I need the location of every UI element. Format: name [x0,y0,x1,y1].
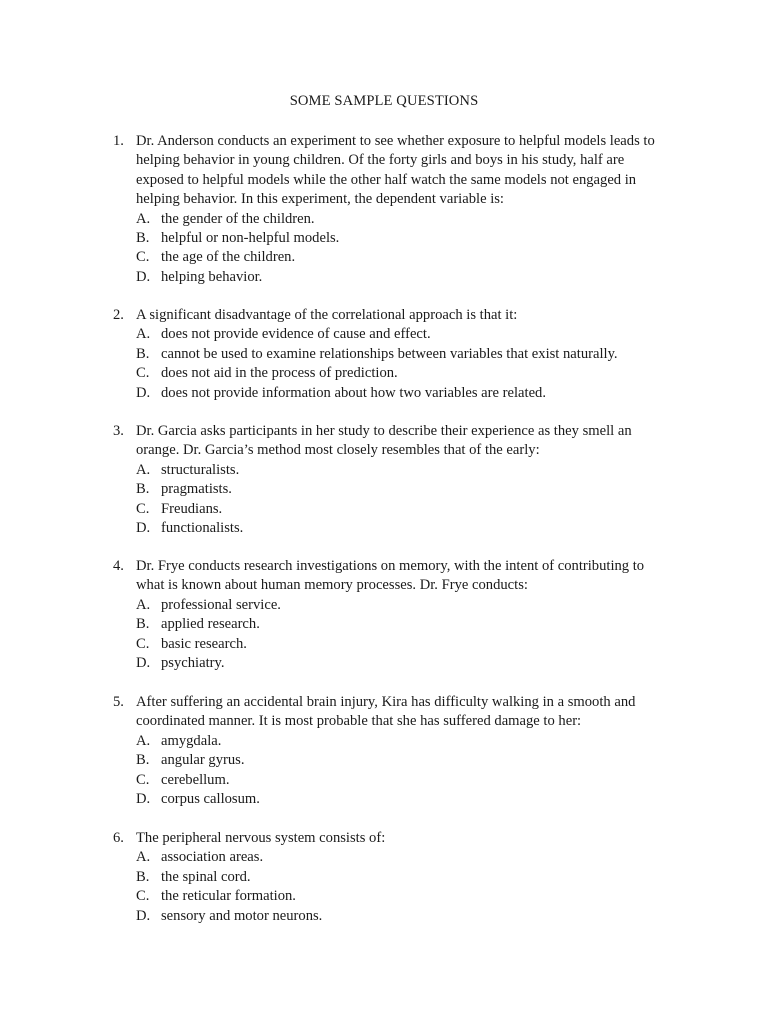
option-text: basic research. [161,635,247,652]
option-text: sensory and motor neurons. [161,907,323,924]
answer-option-d [136,519,656,538]
answer-option-b [136,868,656,887]
option-letter: D. [136,519,151,536]
option-text: structuralists. [161,461,240,478]
option-letter: C. [136,888,150,905]
option-letter: D. [136,907,151,924]
option-text: pragmatists. [161,481,232,498]
option-letter: D. [136,268,151,285]
option-letter: C. [136,249,150,266]
question-body [136,829,656,926]
option-letter: D. [136,654,151,671]
option-text: does not provide information about how two variables are related. [161,384,546,401]
answer-option-a [136,461,656,480]
answer-option-a [136,596,656,615]
answer-option-b [136,480,656,499]
option-text: applied research. [161,616,260,633]
option-text: helping behavior. [161,268,263,285]
option-text: helpful or non-helpful models. [161,230,340,247]
option-letter: A. [136,461,151,478]
question-stem: A significant disadvantage of the correlational approach is that it: [136,307,518,323]
answer-option-d [136,654,656,673]
answer-option-c [136,887,656,906]
question-stem: The peripheral nervous system consists of: [136,830,386,846]
answer-option-a [136,325,656,344]
option-letter: A. [136,210,151,227]
answer-option-d [136,384,656,403]
option-text: the reticular formation. [161,888,296,905]
answer-option-a [136,848,656,867]
answer-option-c [136,635,656,654]
question-number: 5. [113,694,124,710]
option-text: the spinal cord. [161,868,251,885]
option-text: does not provide evidence of cause and effect. [161,326,431,343]
option-text: the age of the children. [161,249,296,266]
option-letter: A. [136,732,151,749]
option-letter: B. [136,481,150,498]
question-stem: Dr. Garcia asks participants in her study to describe their experience as they smell an orange. Dr. Garcia’s method most closely resembles that of the early: [136,423,632,459]
option-text: angular gyrus. [161,752,245,769]
option-text: professional service. [161,596,281,613]
option-letter: C. [136,635,150,652]
option-letter: A. [136,326,151,343]
option-text: corpus callosum. [161,790,260,807]
option-text: the gender of the children. [161,210,315,227]
option-text: Freudians. [161,500,223,517]
option-letter: C. [136,365,150,382]
question-body [136,132,656,287]
answer-option-c [136,771,656,790]
answer-option-d [136,268,656,287]
answer-option-b [136,345,656,364]
answer-option-a [136,210,656,229]
option-text: cannot be used to examine relationships between variables that exist naturally. [161,345,618,362]
option-letter: A. [136,849,151,866]
question-stem: Dr. Anderson conducts an experiment to see whether exposure to helpful models leads to helping behavior in young children. Of the forty girls and boys in his study, half are exposed to helpful models while the other half watch the same models not engaged in helping behavior. In this experiment, the dependent variable is: [136,133,655,208]
option-letter: B. [136,752,150,769]
answer-option-d [136,790,656,809]
question-body [136,693,656,809]
answer-option-c [136,248,656,267]
page-title: SOME SAMPLE QUESTIONS [289,93,479,109]
question-body [136,306,656,403]
option-text: amygdala. [161,732,222,749]
option-letter: D. [136,790,151,807]
option-letter: C. [136,500,150,517]
question-body [136,422,656,538]
answer-option-a [136,732,656,751]
question-number: 1. [113,133,124,149]
question-number: 3. [113,423,124,439]
option-text: association areas. [161,849,264,866]
answer-option-b [136,615,656,634]
answer-option-d [136,907,656,926]
answer-option-c [136,364,656,383]
question-number: 2. [113,307,124,323]
question-body [136,557,656,673]
answer-option-b [136,751,656,770]
option-letter: B. [136,345,150,362]
option-text: functionalists. [161,519,244,536]
question-stem: After suffering an accidental brain injury, Kira has difficulty walking in a smooth and coordinated manner. It is most probable that she has suffered damage to her: [136,694,636,730]
answer-option-c [136,500,656,519]
question-number: 6. [113,830,124,846]
option-letter: B. [136,230,150,247]
option-letter: A. [136,596,151,613]
question-stem: Dr. Frye conducts research investigations on memory, with the intent of contributing to what is known about human memory processes. Dr. Frye conducts: [136,558,645,594]
answer-option-b [136,229,656,248]
option-text: cerebellum. [161,771,230,788]
option-letter: B. [136,616,150,633]
option-text: psychiatry. [161,654,225,671]
option-letter: C. [136,771,150,788]
option-letter: D. [136,384,151,401]
question-number: 4. [113,558,124,574]
option-letter: B. [136,868,150,885]
option-text: does not aid in the process of prediction. [161,365,398,382]
